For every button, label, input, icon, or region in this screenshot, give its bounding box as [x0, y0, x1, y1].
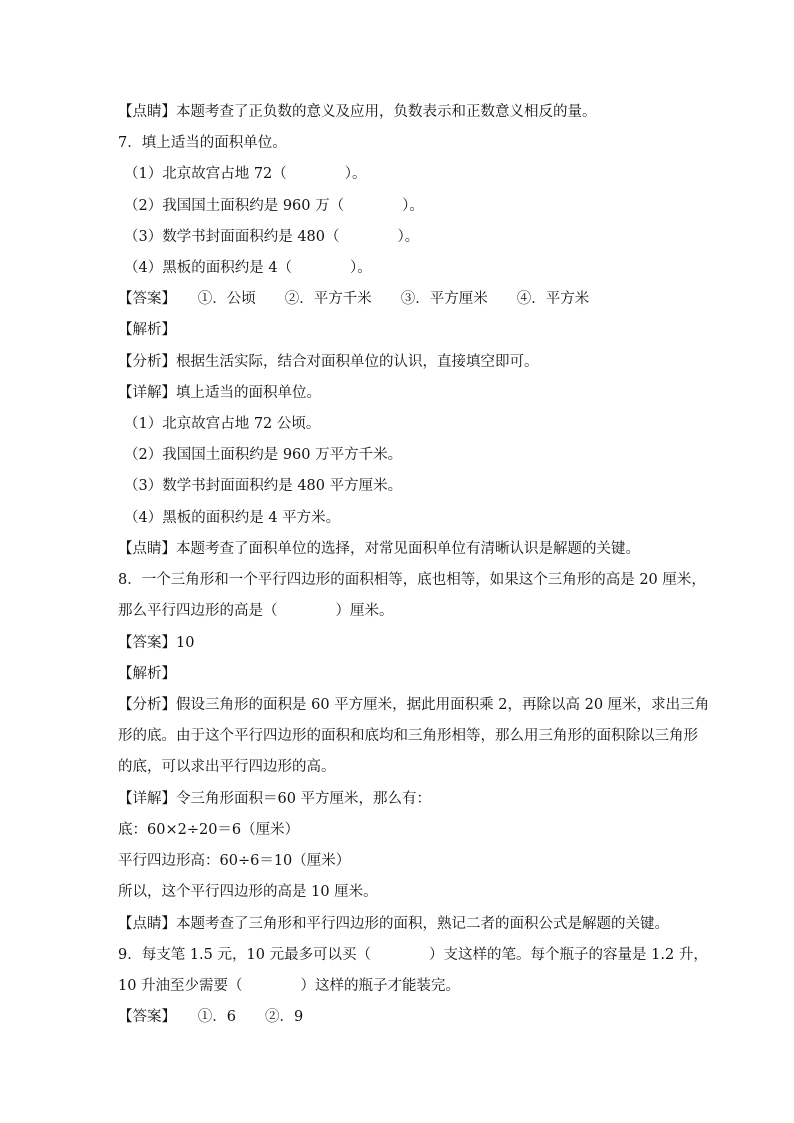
- question-7-part-3: （3）数学书封面面积约是 480（ ）。: [124, 229, 420, 245]
- tip-8: 【点睛】本题考查了三角形和平行四边形的面积，熟记二者的面积公式是解题的关键。: [118, 916, 669, 932]
- question-7-part-4: （4）黑板的面积约是 4（ ）。: [124, 260, 372, 276]
- analysis-8-line-1: 【分析】假设三角形的面积是 60 平方厘米，据此用面积乘 2，再除以高 20 厘米，求出三角: [118, 697, 710, 713]
- analysis-heading-7: 【解析】: [118, 322, 176, 338]
- question-7: 7．填上适当的面积单位。: [118, 135, 287, 151]
- analysis-8-line-3: 的底，可以求出平行四边形的高。: [118, 759, 336, 775]
- analysis-7: 【分析】根据生活实际，结合对面积单位的认识，直接填空即可。: [118, 354, 539, 370]
- answer-8: 【答案】10: [118, 635, 195, 651]
- tip-q6: 【点睛】本题考查了正负数的意义及应用，负数表示和正数意义相反的量。: [118, 104, 597, 120]
- answer-7: 【答案】 ①．公顷 ②．平方千米 ③．平方厘米 ④．平方米: [118, 291, 590, 307]
- answer-9: 【答案】 ①．6 ②．9: [118, 1009, 304, 1025]
- detail-8-height: 平行四边形高：60÷6＝10（厘米）: [118, 853, 351, 869]
- question-7-part-1: （1）北京故宫占地 72（ ）。: [124, 166, 367, 182]
- detail-7-part-1: （1）北京故宫占地 72 公顷。: [124, 416, 321, 432]
- analysis-heading-8: 【解析】: [118, 666, 176, 682]
- detail-8: 【详解】令三角形面积＝60 平方厘米，那么有：: [118, 791, 432, 807]
- question-7-part-2: （2）我国国土面积约是 960 万（ ）。: [124, 198, 424, 214]
- question-8-line-2: 那么平行四边形的高是（ ）厘米。: [118, 603, 394, 619]
- question-9-line-2: 10 升油至少需要（ ）这样的瓶子才能装完。: [118, 978, 461, 994]
- question-8-line-1: 8．一个三角形和一个平行四边形的面积相等，底也相等，如果这个三角形的高是 20 厘米，: [118, 572, 706, 588]
- analysis-8-line-2: 形的底。由于这个平行四边形的面积和底均和三角形相等，那么用三角形的面积除以三角形: [118, 728, 698, 744]
- tip-7: 【点睛】本题考查了面积单位的选择，对常见面积单位有清晰认识是解题的关键。: [118, 541, 640, 557]
- detail-7-part-4: （4）黑板的面积约是 4 平方米。: [124, 510, 341, 526]
- detail-8-base: 底：60×2÷20＝6（厘米）: [118, 822, 300, 838]
- detail-7-part-3: （3）数学书封面面积约是 480 平方厘米。: [124, 478, 403, 494]
- detail-8-conclusion: 所以，这个平行四边形的高是 10 厘米。: [118, 884, 378, 900]
- detail-7-part-2: （2）我国国土面积约是 960 万平方千米。: [124, 447, 403, 463]
- detail-7: 【详解】填上适当的面积单位。: [118, 385, 321, 401]
- question-9-line-1: 9．每支笔 1.5 元，10 元最多可以买（ ）支这样的笔。每个瓶子的容量是 1.2 升，: [118, 947, 708, 963]
